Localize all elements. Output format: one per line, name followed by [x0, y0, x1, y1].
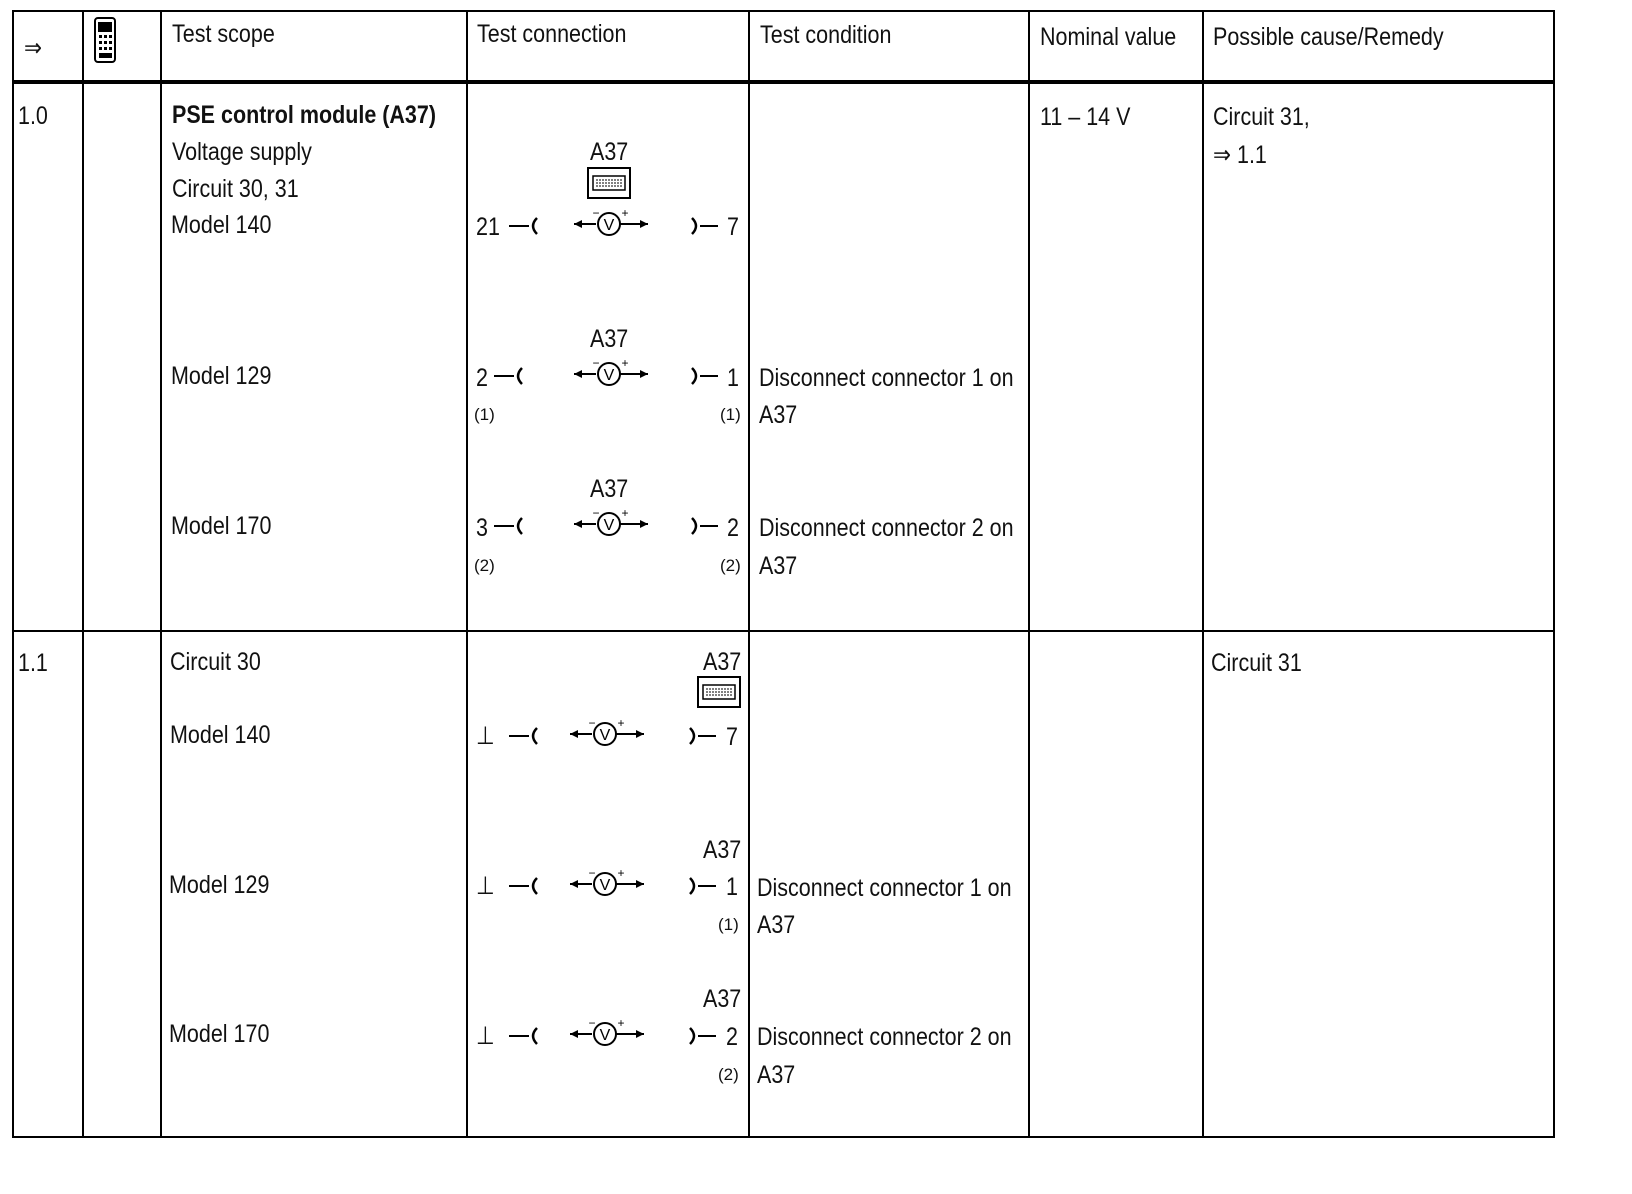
- plug-left-icon: [507, 874, 541, 903]
- voltmeter-plus: +: [617, 868, 625, 880]
- voltmeter-minus: −: [592, 208, 600, 220]
- left-pin-connector: (1): [474, 405, 495, 424]
- voltmeter-minus: −: [588, 718, 596, 730]
- model-label: Model 129: [169, 871, 270, 899]
- left-pin: 21: [476, 213, 500, 241]
- plug-left-icon: [507, 724, 541, 753]
- voltmeter-plus: +: [621, 208, 629, 220]
- voltmeter-minus: −: [588, 1018, 596, 1030]
- right-pin: 1: [726, 873, 738, 901]
- component-label: A37: [590, 138, 629, 166]
- remedy-line: Circuit 31,: [1213, 103, 1310, 131]
- step-number: 1.0: [18, 102, 48, 130]
- voltmeter-symbol: V: [599, 727, 611, 744]
- voltmeter-icon: [568, 1018, 646, 1050]
- header-cause-remedy: Possible cause/Remedy: [1213, 23, 1444, 51]
- voltmeter-icon: [572, 208, 650, 240]
- voltmeter-icon: [568, 868, 646, 900]
- test-condition-line: A37: [757, 911, 796, 939]
- control-module-icon: [697, 676, 741, 713]
- left-pin: 2: [476, 364, 488, 392]
- plug-left-icon: [492, 514, 526, 543]
- tester-device-icon: [92, 16, 120, 66]
- right-pin-connector: (1): [720, 405, 741, 424]
- test-condition-line: A37: [759, 401, 798, 429]
- voltmeter-symbol: V: [603, 517, 615, 534]
- test-condition-line: Disconnect connector 1 on: [757, 874, 1012, 902]
- header-test-condition: Test condition: [760, 21, 892, 49]
- voltmeter-plus: +: [621, 358, 629, 370]
- component-label: A37: [590, 475, 629, 503]
- plug-right-icon: [688, 214, 722, 243]
- test-scope-line: Voltage supply: [172, 138, 312, 166]
- header-test-connection: Test connection: [477, 20, 627, 48]
- model-label: Model 170: [171, 512, 272, 540]
- ground-symbol: ⊥: [476, 872, 495, 900]
- test-condition-line: Disconnect connector 2 on: [757, 1023, 1012, 1051]
- component-label: A37: [703, 648, 742, 676]
- voltmeter-plus: +: [617, 1018, 625, 1030]
- plug-right-icon: [688, 364, 722, 393]
- voltmeter-icon: [568, 718, 646, 750]
- component-label: A37: [703, 985, 742, 1013]
- plug-right-icon: [686, 724, 720, 753]
- test-condition-line: A37: [757, 1061, 796, 1089]
- remedy-line: Circuit 31: [1211, 649, 1302, 677]
- component-label: A37: [703, 836, 742, 864]
- voltmeter-minus: −: [592, 508, 600, 520]
- voltmeter-plus: +: [621, 508, 629, 520]
- voltmeter-icon: [572, 508, 650, 540]
- model-label: Model 140: [171, 211, 272, 239]
- header-nominal-value: Nominal value: [1040, 23, 1177, 51]
- voltmeter-symbol: V: [603, 367, 615, 384]
- plug-left-icon: [507, 214, 541, 243]
- voltmeter-minus: −: [588, 868, 596, 880]
- voltmeter-symbol: V: [603, 217, 615, 234]
- voltmeter-icon: [572, 358, 650, 390]
- model-label: Model 129: [171, 362, 272, 390]
- right-pin-connector: (1): [718, 915, 739, 934]
- test-condition-line: A37: [759, 552, 798, 580]
- model-label: Model 140: [170, 721, 271, 749]
- right-pin: 7: [726, 723, 738, 751]
- plug-right-icon: [686, 1024, 720, 1053]
- model-label: Model 170: [169, 1020, 270, 1048]
- remedy-line: ⇒ 1.1: [1213, 141, 1267, 169]
- plug-left-icon: [492, 364, 526, 393]
- component-label: A37: [590, 325, 629, 353]
- header-test-scope: Test scope: [172, 20, 275, 48]
- control-module-icon: [587, 167, 631, 204]
- right-pin-connector: (2): [720, 556, 741, 575]
- right-pin: 2: [727, 514, 739, 542]
- ground-symbol: ⊥: [476, 722, 495, 750]
- voltmeter-plus: +: [617, 718, 625, 730]
- voltmeter-minus: −: [592, 358, 600, 370]
- test-scope-title: PSE control module (A37): [172, 101, 437, 129]
- right-pin: 7: [727, 213, 739, 241]
- test-scope-title: Circuit 30: [170, 648, 261, 676]
- plug-right-icon: [686, 874, 720, 903]
- voltmeter-symbol: V: [599, 1027, 611, 1044]
- nominal-value: 11 – 14 V: [1040, 103, 1131, 131]
- left-pin: 3: [476, 514, 488, 542]
- step-number: 1.1: [18, 649, 48, 677]
- test-scope-line: Circuit 30, 31: [172, 175, 299, 203]
- left-pin-connector: (2): [474, 556, 495, 575]
- header-arrow: ⇒: [24, 34, 43, 62]
- voltmeter-symbol: V: [599, 877, 611, 894]
- right-pin: 1: [727, 364, 739, 392]
- plug-left-icon: [507, 1024, 541, 1053]
- right-pin: 2: [726, 1023, 738, 1051]
- right-pin-connector: (2): [718, 1065, 739, 1084]
- test-condition-line: Disconnect connector 2 on: [759, 514, 1014, 542]
- ground-symbol: ⊥: [476, 1022, 495, 1050]
- plug-right-icon: [688, 514, 722, 543]
- test-condition-line: Disconnect connector 1 on: [759, 364, 1014, 392]
